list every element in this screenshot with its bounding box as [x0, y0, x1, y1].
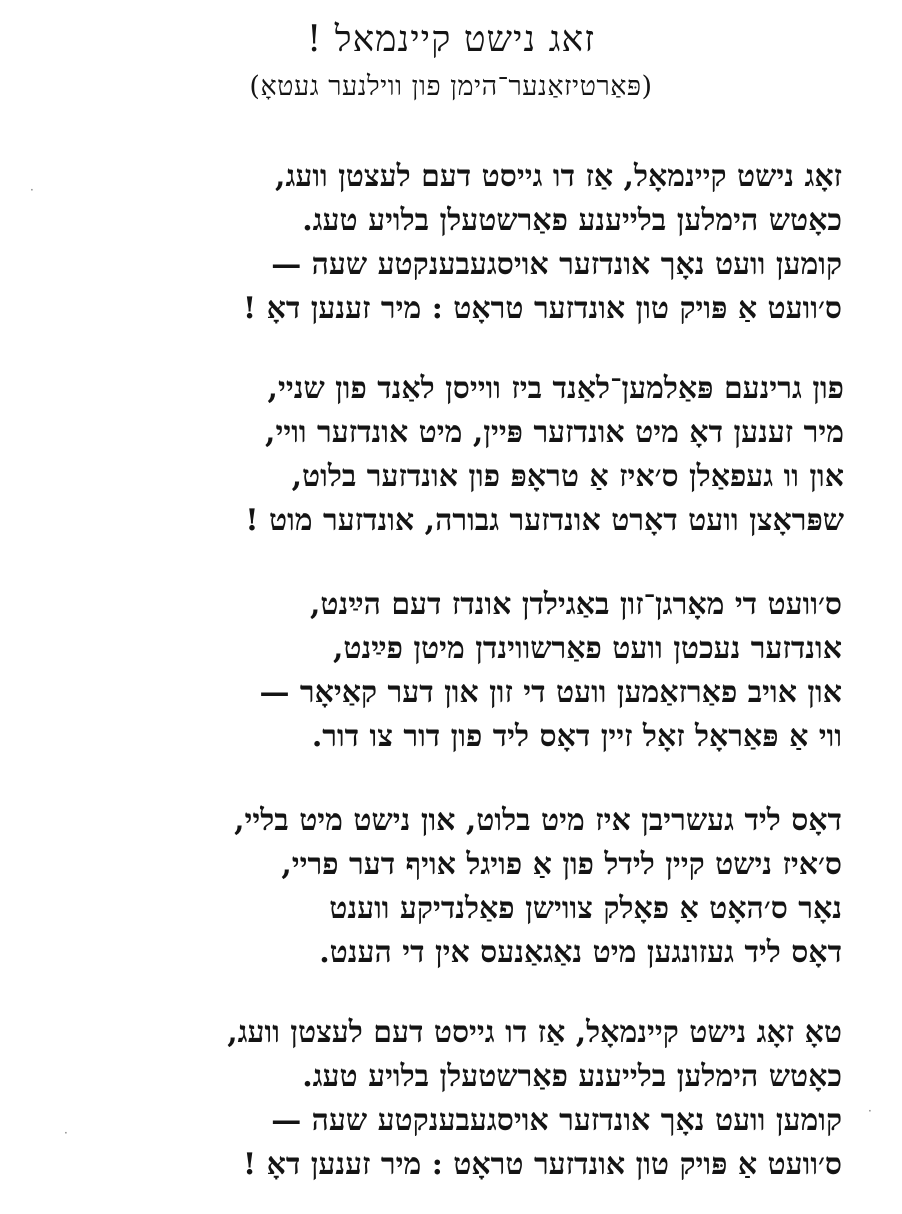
stanza-5 [20, 1011, 842, 1187]
verse-line: אונדזער נעכטן וועט פאַרשווינדן מיטן פײַנט, [332, 631, 842, 666]
stanza-3 [20, 583, 842, 759]
verse-line: ס׳וועט די מאָרגן־זון באַגילדן אונדז דעם הײַנט, [309, 587, 842, 622]
scan-speck: · [30, 183, 34, 197]
verse-line: כאָטש הימלען בלייענע פאַרשטעלן בלויע טעג. [302, 1059, 842, 1094]
verse-line: טאָ זאָג נישט קיינמאָל, אַז דו גייסט דעם לעצטן וועג, [227, 1015, 842, 1050]
verse-line: שפּראָצן וועט דאָרט אונדזער גבורה, אונדזער מוט ! [245, 503, 844, 538]
verse-line: דאָס ליד געזונגען מיט נאַגאַנעס אין די הענט. [319, 935, 842, 970]
scan-speck: · [868, 1104, 872, 1118]
stanza-2 [22, 367, 844, 543]
verse-line: ס׳וועט אַ פּויק טון אונדזער טראָט : מיר זענען דאָ ! [243, 1147, 842, 1182]
page-title: זאג נישט קיינמאל ! [306, 19, 596, 60]
verse-line: ווי אַ פּאַראָל זאָל זיין דאָס ליד פון דור צו דור. [311, 719, 842, 754]
verse-line: קומען וועט נאָך אונדזער אויסגעבענקטע שעה — [271, 247, 842, 282]
verse-line: און וו געפאַלן ס׳איז אַ טראָפּ פון אונדזער בלוט, [291, 459, 844, 494]
verse-line: און אויב פאַרזאַמען וועט די זון און דער קאַיאָר — [259, 675, 842, 710]
verse-line: ס׳וועט אַ פּויק טון אונדזער טראָט : מיר זענען דאָ ! [243, 291, 842, 326]
stanza-4 [20, 799, 842, 975]
verse-line: קומען וועט נאָך אונדזער אויסגעבענקטע שעה — [271, 1103, 842, 1138]
verse-line: כאָטש הימלען בלייענע פאַרשטעלן בלויע טעג. [302, 203, 842, 238]
verse-line: זאָג נישט קיינמאָל, אַז דו גייסט דעם לעצטן וועג, [275, 159, 842, 194]
verse-line: ס׳איז נישט קיין לידל פון אַ פויגל אויף דער פריי, [281, 847, 842, 882]
verse-line: פון גרינעם פּאַלמען־לאַנד ביז ווייסן לאַנד פון שניי, [267, 371, 844, 406]
verse-line: נאָר ס׳האָט אַ פאָלק צווישן פאַלנדיקע ווענט [329, 891, 842, 926]
verse-line: מיר זענען דאָ מיט אונדזער פּיין, מיט אונדזער וויי, [265, 415, 844, 450]
page-subtitle: (פּאַרטיזאַנער־הימן פון ווילנער געטאָ) [249, 71, 653, 102]
scan-speck: · [64, 1126, 68, 1140]
verse-line: דאָס ליד געשריבן איז מיט בלוט, און נישט מיט בליי, [234, 803, 842, 838]
stanza-1 [20, 155, 842, 331]
